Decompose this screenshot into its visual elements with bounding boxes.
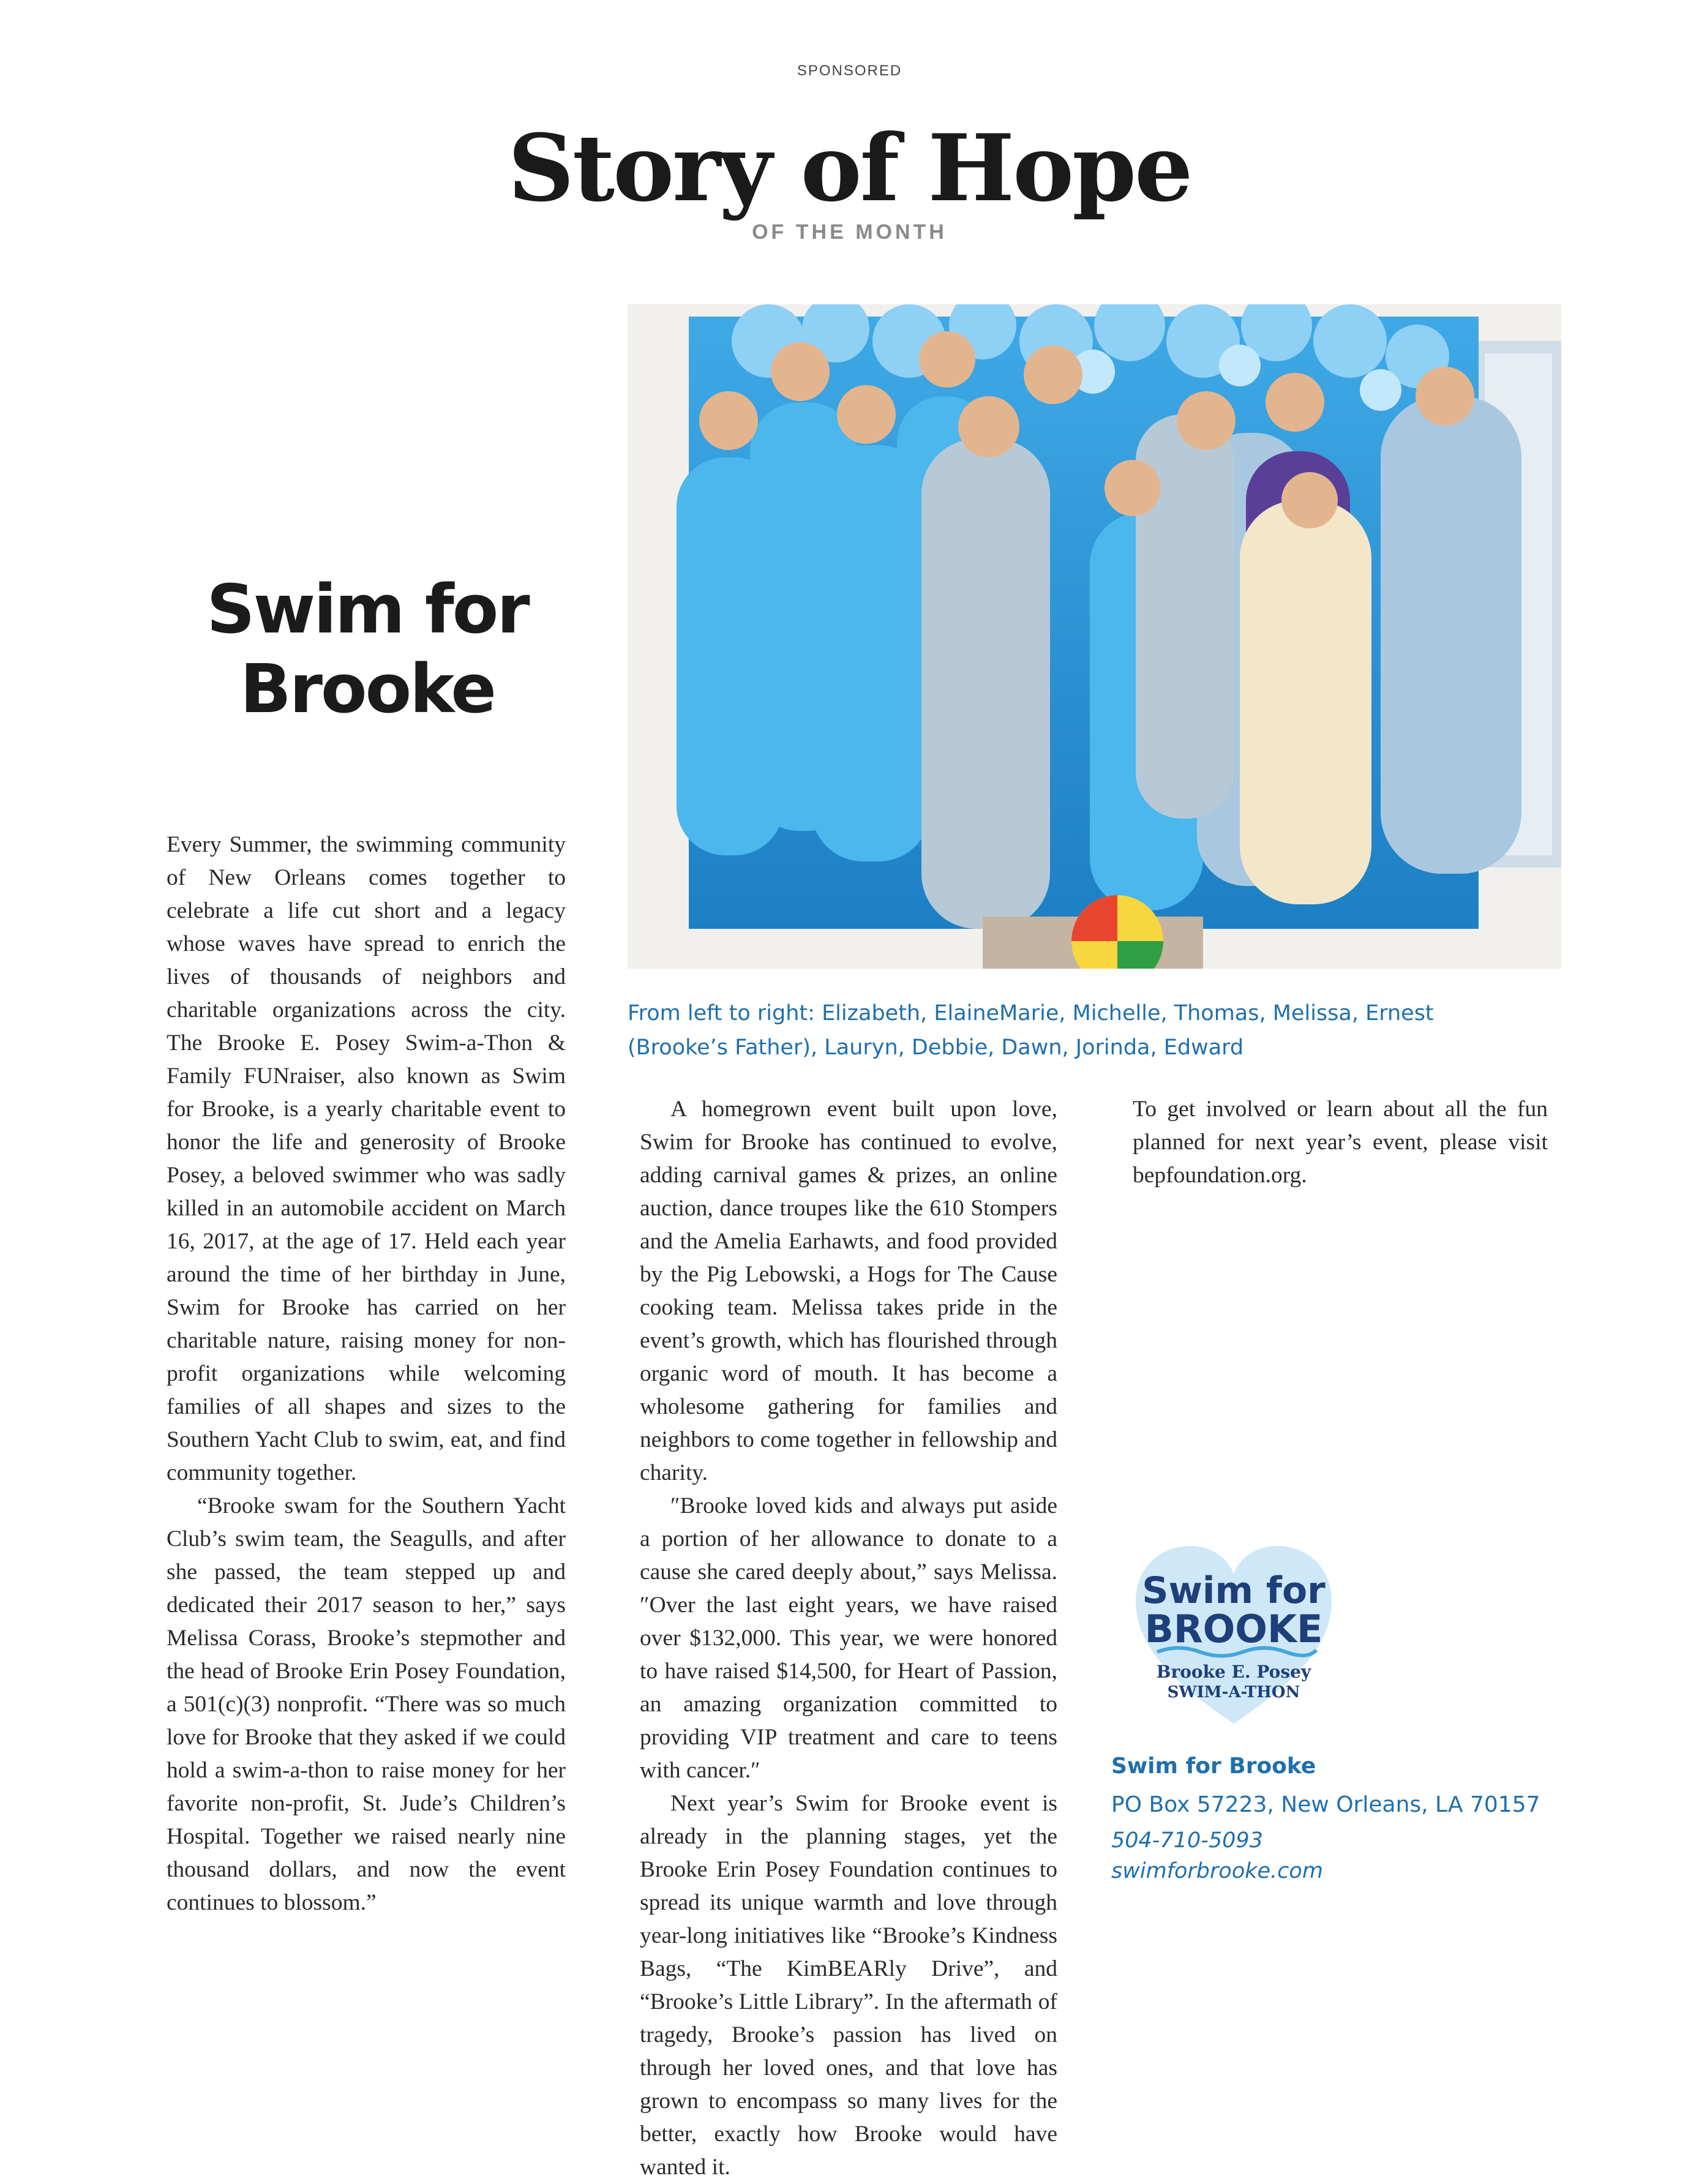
headline-line-1: Swim for <box>206 570 528 648</box>
paragraph: Every Summer, the swimming community of New Orleans comes together to celebrate a life cut short and a legacy whose waves have spread to enrich the lives of thousands of neighbors and charitable organizations across the city. The Brooke E. Posey Swim-a-Thon & Family FUNraiser, also known as Swim for Brooke, is a yearly charitable event to honor the life and generosity of Brooke Posey, a beloved swimmer who was sadly killed in an automobile accident on March 16, 2017, at the age of 17. Held each year around the time of her birthday in June, Swim for Brooke has carried on her charitable nature, raising money for non-profit organizations while welcoming families of all shapes and sizes to the Southern Yacht Club to swim, eat, and find community together. <box>167 832 566 1485</box>
masthead-title: Story of Hope <box>508 114 1191 222</box>
logo-line-4: SWIM-A-THON <box>1167 1683 1300 1702</box>
article-headline <box>153 569 582 729</box>
article-column-3 <box>1133 1093 1548 1192</box>
paragraph: Next year’s Swim for Brooke event is already in the planning stages, yet the Brooke Erin Posey Foundation continues to spread its unique warmth and love through year-long initiatives like “Brooke’s Kindness Bags, “The KimBEARly Drive”, and “Brooke’s Little Library”. In the aftermath of tragedy, Brooke’s passion has lived on through her loved ones, and that love has grown to encompass so many lives for the better, exactly how Brooke would have wanted it. <box>640 1791 1057 2180</box>
sponsored-label: SPONSORED <box>797 62 902 79</box>
photo-caption <box>628 996 1546 1065</box>
paragraph: “Brooke swam for the Southern Yacht Club’s swim team, the Seagulls, and after she passed, the team stepped up and dedicated their 2017 season to her,” says Melissa Corass, Brooke’s stepmother and the head of Brooke Erin Posey Foundation, a 501(c)(3) nonprofit. “There was so much love for Brooke that they asked if we could hold a swim-a-thon to raise money for her favorite non-profit, St. Jude’s Children’s Hospital. Together we raised nearly nine thousand dollars, and now the event continues to blossom.” <box>167 1493 566 1915</box>
logo-line-3: Brooke E. Posey <box>1156 1662 1311 1682</box>
paragraph: To get involved or learn about all the fun planned for next year’s event, please visit bepfoundation.org. <box>1133 1097 1548 1188</box>
masthead-subtitle: OF THE MONTH <box>752 220 947 244</box>
article-column-1 <box>167 828 566 1919</box>
contact-website-link[interactable]: swimforbrooke.com <box>1111 1859 1323 1883</box>
caption-line-2: (Brooke’s Father), Lauryn, Debbie, Dawn, Jorinda, Edward <box>628 1035 1244 1060</box>
group-photo <box>628 304 1561 969</box>
contact-name: Swim for Brooke <box>1111 1754 1316 1779</box>
paragraph: A homegrown event built upon love, Swim for Brooke has continued to evolve, adding carnival games & prizes, an online auction, dance troupes like the 610 Stompers and the Amelia Earhawts, and food provided by the Pig Lebowski, a Hogs for The Cause cooking team. Melissa takes pride in the event’s growth, which has flourished through organic word of mouth. It has become a wholesome gathering for families and neighbors to come together in fellowship and charity. <box>640 1097 1057 1485</box>
article-column-2 <box>640 1093 1057 2184</box>
paragraph: ″Brooke loved kids and always put aside a portion of her allowance to donate to a cause she cared deeply about,” says Melissa. ″Over the last eight years, we have raised over $132,000. This year, we were honored to have raised $14,500, for Heart of Passion, an amazing organization committed to providing VIP treatment and care to teens with cancer.″ <box>640 1493 1057 1783</box>
contact-phone: 504-710-5093 <box>1111 1828 1263 1853</box>
contact-address: PO Box 57223, New Orleans, LA 70157 <box>1111 1792 1540 1817</box>
caption-line-1: From left to right: Elizabeth, ElaineMarie, Michelle, Thomas, Melissa, Ernest <box>628 1001 1434 1026</box>
logo-line-2: BROOKE <box>1144 1607 1323 1651</box>
group-photo-illustration <box>628 304 1561 969</box>
logo-line-1: Swim for <box>1142 1569 1326 1612</box>
logo-svg <box>1133 1543 1335 1727</box>
contact-block <box>1111 1748 1601 1886</box>
headline-line-2: Brooke <box>239 650 495 728</box>
swim-for-brooke-logo <box>1133 1543 1335 1727</box>
